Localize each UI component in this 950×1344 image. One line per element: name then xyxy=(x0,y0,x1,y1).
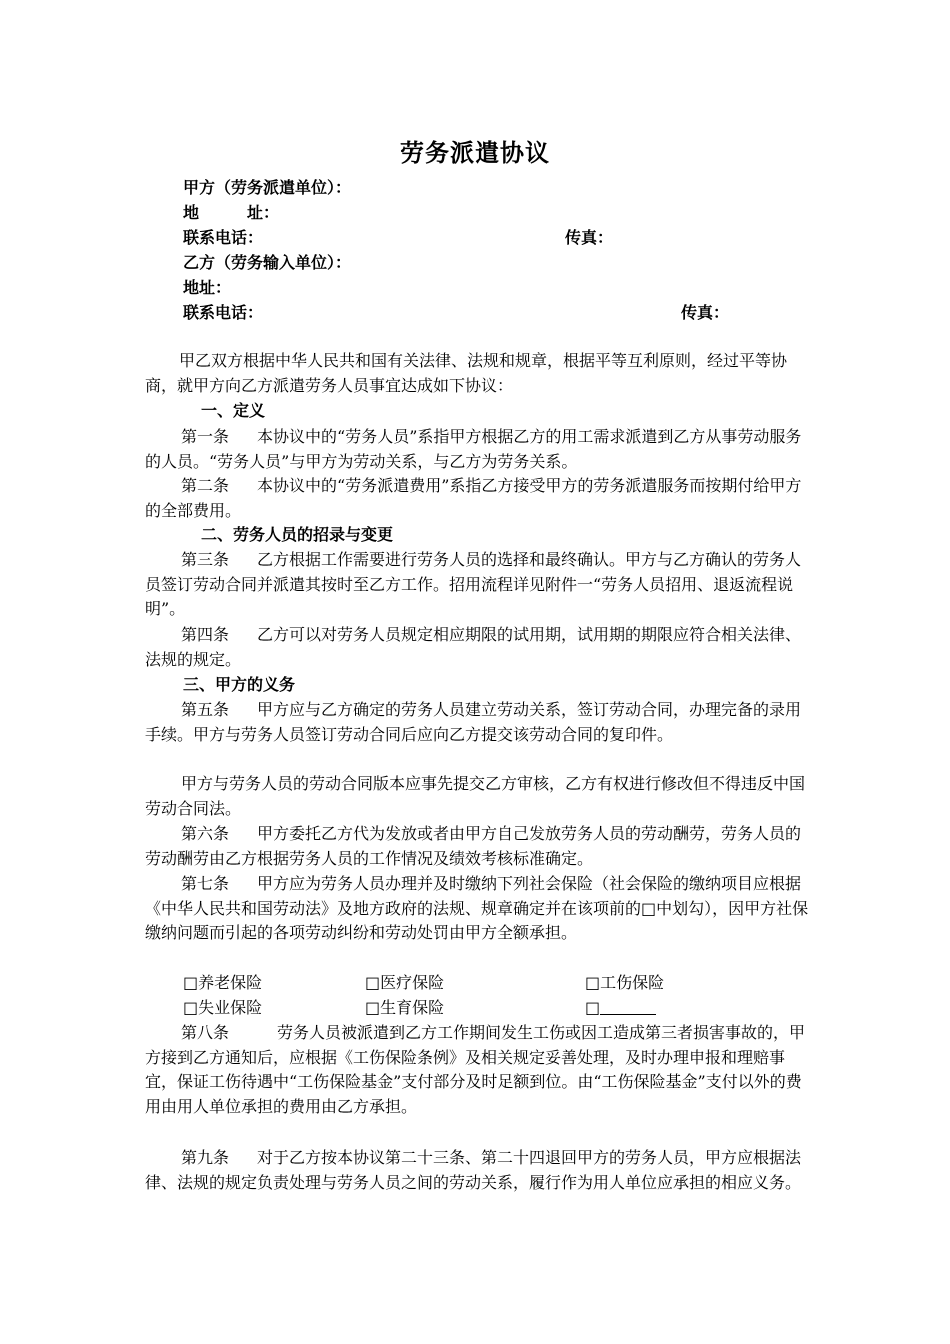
page-title: 劳务派遣协议 xyxy=(400,138,550,167)
article-2: 第二条 本协议中的“劳务派遣费用”系指乙方接受甲方的劳务派遣服务而按期付给甲方的全部费用。 xyxy=(145,476,802,520)
article-1: 第一条 本协议中的“劳务人员”系指甲方根据乙方的用工需求派遣到乙方从事劳动服务的人员。“劳务人员”与甲方为劳动关系，与乙方为劳务关系。 xyxy=(145,427,802,471)
party-b-label: 乙方（劳务输入单位）： xyxy=(183,253,352,272)
blank-line xyxy=(600,999,656,1015)
preamble: 甲乙双方根据中华人民共和国有关法律、法规和规章，根据平等互利原则，经过平等协商，就甲方向乙方派遣劳务人员事宜达成如下协议： xyxy=(145,351,788,395)
article-5-paragraph-2: 甲方与劳务人员的劳动合同版本应事先提交乙方审核，乙方有权进行修改但不得违反中国劳动合同法。 xyxy=(145,774,806,818)
checkbox-injury-insurance[interactable]: □工伤保险 xyxy=(585,973,665,992)
checkbox-maternity-insurance[interactable]: □生育保险 xyxy=(365,998,445,1017)
party-a-label: 甲方（劳务派遣单位）： xyxy=(183,178,352,197)
article-6: 第六条 甲方委托乙方代为发放或者由甲方自己发放劳务人员的劳动酬劳，劳务人员的劳动酬劳由乙方根据劳务人员的工作情况及绩效考核标准确定。 xyxy=(145,824,802,868)
party-b-address: 地址： xyxy=(183,278,232,297)
party-b-fax: 传真： xyxy=(681,303,730,322)
article-5: 第五条 甲方应与乙方确定的劳务人员建立劳动关系，签订劳动合同，办理完备的录用手续。甲方与劳务人员签订劳动合同后应向乙方提交该劳动合同的复印件。 xyxy=(145,700,802,744)
section-1-heading: 一、定义 xyxy=(201,401,266,420)
article-9: 第九条 对于乙方按本协议第二十三条、第二十四退回甲方的劳务人员，甲方应根据法律、法规的规定负责处理与劳务人员之间的劳动关系，履行作为用人单位应承担的相应义务。 xyxy=(145,1148,802,1192)
article-7: 第七条 甲方应为劳务人员办理并及时缴纳下列社会保险（社会保险的缴纳项目应根据《中华人民共和国劳动法》及地方政府的法规、规章确定并在该项前的□中划勾），因甲方社保缴纳问题而引起的各项劳动纠纷和劳动处罚由甲方全额承担。 xyxy=(145,874,809,942)
checkbox-unemployment-insurance[interactable]: □失业保险 xyxy=(183,998,263,1017)
article-3: 第三条 乙方根据工作需要进行劳务人员的选择和最终确认。甲方与乙方确认的劳务人员签订劳动合同并派遣其按时至乙方工作。招用流程详见附件一“劳务人员招用、退返流程说明”。 xyxy=(145,550,802,618)
party-b-phone: 联系电话： xyxy=(183,303,264,322)
checkbox-pension-insurance[interactable]: □养老保险 xyxy=(183,973,263,992)
section-2-heading: 二、劳务人员的招录与变更 xyxy=(201,525,394,544)
article-4: 第四条 乙方可以对劳务人员规定相应期限的试用期，试用期的期限应符合相关法律、法规的规定。 xyxy=(145,625,802,669)
party-a-address: 地 址： xyxy=(183,203,280,222)
article-8: 第八条 劳务人员被派遣到乙方工作期间发生工伤或因工造成第三者损害事故的，甲方接到乙方通知后，应根据《工伤保险条例》及相关规定妥善处理，及时办理申报和理赔事宜，保证工伤待遇中“工伤保险基金”支付部分及时足额到位。由“工伤保险基金”支付以外的费用由用人单位承担的费用由乙方承担。 xyxy=(145,1023,806,1116)
party-a-fax: 传真： xyxy=(565,228,614,247)
party-a-phone: 联系电话： xyxy=(183,228,264,247)
section-3-heading: 三、甲方的义务 xyxy=(183,675,296,694)
checkbox-medical-insurance[interactable]: □医疗保险 xyxy=(365,973,445,992)
checkbox-other-insurance[interactable]: □ xyxy=(585,996,656,1020)
